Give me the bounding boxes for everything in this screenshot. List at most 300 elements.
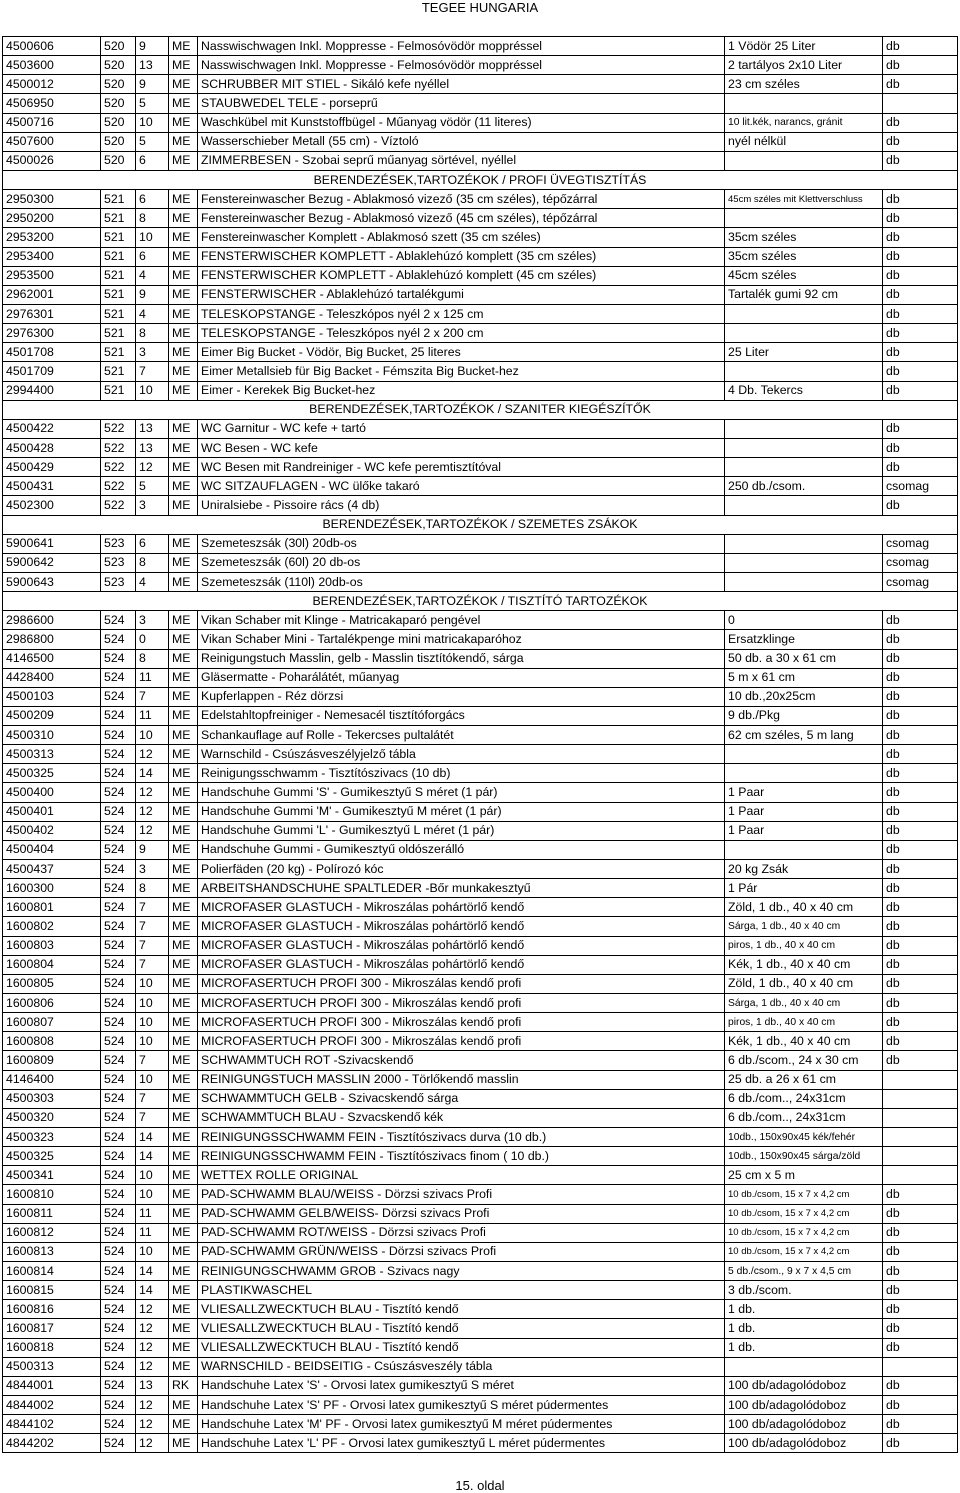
unit-of-sale-cell: db	[883, 75, 958, 94]
quantity-cell: 10	[136, 1166, 169, 1185]
description-cell: MICROFASER GLASTUCH - Mikroszálas pohártörlő kendő	[198, 955, 725, 974]
item-code-cell: 2953500	[3, 266, 101, 285]
section-title: BERENDEZÉSEK,TARTOZÉKOK / SZANITER KIEGÉSZÍTŐK	[3, 400, 958, 419]
section-title: BERENDEZÉSEK,TARTOZÉKOK / TISZTÍTÓ TARTOZÉKOK	[3, 592, 958, 611]
table-row	[3, 1338, 958, 1357]
packaging-cell	[725, 94, 883, 113]
item-code-cell: 4500209	[3, 706, 101, 725]
description-cell: SCHRUBBER MIT STIEL - Sikáló kefe nyéllel	[198, 75, 725, 94]
unit-cell: ME	[169, 994, 198, 1013]
packaging-cell: 5 db./csom., 9 x 7 x 4,5 cm	[725, 1262, 883, 1281]
unit-cell: ME	[169, 1319, 198, 1338]
group-code-cell: 521	[101, 343, 136, 362]
group-code-cell: 524	[101, 706, 136, 725]
table-row	[3, 553, 958, 572]
table-row	[3, 1395, 958, 1414]
group-code-cell: 520	[101, 94, 136, 113]
section-title: BERENDEZÉSEK,TARTOZÉKOK / PROFI ÜVEGTISZTÍTÁS	[3, 170, 958, 189]
item-code-cell: 4146400	[3, 1070, 101, 1089]
description-cell: PAD-SCHWAMM GRÜN/WEISS - Dörzsi szivacs Profi	[198, 1242, 725, 1261]
group-code-cell: 524	[101, 860, 136, 879]
unit-of-sale-cell: db	[883, 190, 958, 209]
packaging-cell	[725, 496, 883, 515]
quantity-cell: 5	[136, 477, 169, 496]
table-row	[3, 726, 958, 745]
table-row	[3, 783, 958, 802]
description-cell: Kupferlappen - Réz dörzsi	[198, 687, 725, 706]
description-cell: FENSTERWISCHER - Ablaklehúzó tartalékgumi	[198, 285, 725, 304]
packaging-cell	[725, 458, 883, 477]
group-code-cell: 524	[101, 1128, 136, 1147]
quantity-cell: 10	[136, 726, 169, 745]
description-cell: Nasswischwagen Inkl. Moppresse - Felmosóvödör moppréssel	[198, 37, 725, 56]
unit-of-sale-cell: db	[883, 649, 958, 668]
unit-of-sale-cell: db	[883, 1415, 958, 1434]
item-code-cell: 4500431	[3, 477, 101, 496]
quantity-cell: 3	[136, 611, 169, 630]
quantity-cell: 4	[136, 304, 169, 323]
unit-cell: ME	[169, 94, 198, 113]
description-cell: Nasswischwagen Inkl. Moppresse - Felmosóvödör moppréssel	[198, 56, 725, 75]
table-row	[3, 994, 958, 1013]
unit-cell: ME	[169, 1147, 198, 1166]
table-row	[3, 840, 958, 859]
item-code-cell: 4500716	[3, 113, 101, 132]
unit-of-sale-cell: csomag	[883, 553, 958, 572]
description-cell: MICROFASERTUCH PROFI 300 - Mikroszálas kendő profi	[198, 1032, 725, 1051]
table-row	[3, 285, 958, 304]
packaging-cell	[725, 362, 883, 381]
packaging-cell: 1 db.	[725, 1338, 883, 1357]
description-cell: MICROFASER GLASTUCH - Mikroszálas pohártörlő kendő	[198, 898, 725, 917]
unit-of-sale-cell: db	[883, 611, 958, 630]
unit-cell: ME	[169, 783, 198, 802]
quantity-cell: 7	[136, 362, 169, 381]
group-code-cell: 524	[101, 1166, 136, 1185]
description-cell: FENSTERWISCHER KOMPLETT - Ablaklehúzó komplett (35 cm széles)	[198, 247, 725, 266]
unit-of-sale-cell: csomag	[883, 534, 958, 553]
description-cell: WETTEX ROLLE ORIGINAL	[198, 1166, 725, 1185]
quantity-cell: 12	[136, 1357, 169, 1376]
quantity-cell: 13	[136, 438, 169, 457]
packaging-cell: 35cm széles	[725, 247, 883, 266]
group-code-cell: 521	[101, 228, 136, 247]
item-code-cell: 2986800	[3, 630, 101, 649]
group-code-cell: 522	[101, 477, 136, 496]
item-code-cell: 1600816	[3, 1300, 101, 1319]
item-code-cell: 4503600	[3, 56, 101, 75]
item-code-cell: 1600812	[3, 1223, 101, 1242]
packaging-cell: 1 db.	[725, 1300, 883, 1319]
quantity-cell: 10	[136, 228, 169, 247]
unit-of-sale-cell: db	[883, 381, 958, 400]
description-cell: Eimer Big Bucket - Vödör, Big Bucket, 25 literes	[198, 343, 725, 362]
quantity-cell: 9	[136, 285, 169, 304]
unit-of-sale-cell: db	[883, 687, 958, 706]
description-cell: Handschuhe Latex 'M' PF - Orvosi latex gumikesztyű M méret púdermentes	[198, 1415, 725, 1434]
unit-cell: ME	[169, 1300, 198, 1319]
description-cell: Handschuhe Latex 'S' PF - Orvosi latex gumikesztyű S méret púdermentes	[198, 1395, 725, 1414]
table-row	[3, 343, 958, 362]
unit-cell: ME	[169, 1434, 198, 1453]
table-row	[3, 1223, 958, 1242]
item-code-cell: 4500313	[3, 745, 101, 764]
description-cell: Handschuhe Latex 'L' PF - Orvosi latex gumikesztyű L méret púdermentes	[198, 1434, 725, 1453]
unit-cell: ME	[169, 1223, 198, 1242]
packaging-cell: 0	[725, 611, 883, 630]
unit-cell: ME	[169, 1185, 198, 1204]
item-code-cell: 4844001	[3, 1376, 101, 1395]
group-code-cell: 522	[101, 458, 136, 477]
packaging-cell	[725, 324, 883, 343]
table-row	[3, 630, 958, 649]
quantity-cell: 0	[136, 630, 169, 649]
item-code-cell: 1600813	[3, 1242, 101, 1261]
quantity-cell: 9	[136, 37, 169, 56]
unit-of-sale-cell: db	[883, 496, 958, 515]
quantity-cell: 7	[136, 898, 169, 917]
quantity-cell: 9	[136, 75, 169, 94]
unit-cell: ME	[169, 860, 198, 879]
table-row	[3, 1434, 958, 1453]
quantity-cell: 12	[136, 1300, 169, 1319]
quantity-cell: 10	[136, 974, 169, 993]
item-code-cell: 4146500	[3, 649, 101, 668]
packaging-cell: 10 lit.kék, narancs, gránit	[725, 113, 883, 132]
group-code-cell: 520	[101, 113, 136, 132]
unit-cell: ME	[169, 343, 198, 362]
unit-cell: ME	[169, 324, 198, 343]
description-cell: MICROFASERTUCH PROFI 300 - Mikroszálas kendő profi	[198, 1013, 725, 1032]
packaging-cell: 25 db. a 26 x 61 cm	[725, 1070, 883, 1089]
description-cell: Vikan Schaber mit Klinge - Matricakaparó pengével	[198, 611, 725, 630]
item-code-cell: 4500325	[3, 1147, 101, 1166]
unit-of-sale-cell: db	[883, 438, 958, 457]
item-code-cell: 1600811	[3, 1204, 101, 1223]
unit-of-sale-cell: db	[883, 1204, 958, 1223]
packaging-cell: 1 Paar	[725, 783, 883, 802]
quantity-cell: 12	[136, 745, 169, 764]
quantity-cell: 14	[136, 1281, 169, 1300]
unit-of-sale-cell: db	[883, 630, 958, 649]
quantity-cell: 7	[136, 1051, 169, 1070]
unit-cell: ME	[169, 1070, 198, 1089]
group-code-cell: 524	[101, 955, 136, 974]
unit-of-sale-cell: db	[883, 994, 958, 1013]
unit-of-sale-cell: db	[883, 285, 958, 304]
section-title: BERENDEZÉSEK,TARTOZÉKOK / SZEMETES ZSÁKOK	[3, 515, 958, 534]
packaging-cell: 1 Paar	[725, 821, 883, 840]
table-row	[3, 496, 958, 515]
item-code-cell: 4500606	[3, 37, 101, 56]
packaging-cell	[725, 209, 883, 228]
unit-cell: ME	[169, 1013, 198, 1032]
group-code-cell: 524	[101, 687, 136, 706]
unit-of-sale-cell	[883, 94, 958, 113]
quantity-cell: 4	[136, 266, 169, 285]
group-code-cell: 520	[101, 75, 136, 94]
unit-cell: ME	[169, 37, 198, 56]
unit-of-sale-cell: db	[883, 726, 958, 745]
quantity-cell: 12	[136, 1434, 169, 1453]
item-code-cell: 4500012	[3, 75, 101, 94]
table-row	[3, 821, 958, 840]
unit-of-sale-cell: csomag	[883, 477, 958, 496]
item-code-cell: 4502300	[3, 496, 101, 515]
item-code-cell: 4500401	[3, 802, 101, 821]
group-code-cell: 521	[101, 209, 136, 228]
quantity-cell: 8	[136, 209, 169, 228]
table-row	[3, 1415, 958, 1434]
packaging-cell: 6 db./scom., 24 x 30 cm	[725, 1051, 883, 1070]
unit-of-sale-cell: db	[883, 1376, 958, 1395]
table-row	[3, 362, 958, 381]
table-row	[3, 1128, 958, 1147]
group-code-cell: 524	[101, 1376, 136, 1395]
unit-cell: ME	[169, 1242, 198, 1261]
packaging-cell	[725, 534, 883, 553]
item-code-cell: 5900641	[3, 534, 101, 553]
group-code-cell: 524	[101, 879, 136, 898]
unit-of-sale-cell: db	[883, 1395, 958, 1414]
item-code-cell: 4500325	[3, 764, 101, 783]
unit-cell: ME	[169, 649, 198, 668]
section-header-row	[3, 170, 958, 189]
unit-of-sale-cell: db	[883, 917, 958, 936]
table-row	[3, 917, 958, 936]
group-code-cell: 524	[101, 1395, 136, 1414]
group-code-cell: 524	[101, 1070, 136, 1089]
table-row	[3, 879, 958, 898]
table-row	[3, 1376, 958, 1395]
quantity-cell: 6	[136, 151, 169, 170]
unit-cell: ME	[169, 534, 198, 553]
packaging-cell: 4 Db. Tekercs	[725, 381, 883, 400]
unit-cell: ME	[169, 764, 198, 783]
group-code-cell: 523	[101, 534, 136, 553]
packaging-cell: 23 cm széles	[725, 75, 883, 94]
unit-of-sale-cell: db	[883, 706, 958, 725]
group-code-cell: 524	[101, 1319, 136, 1338]
quantity-cell: 12	[136, 1338, 169, 1357]
description-cell: MICROFASER GLASTUCH - Mikroszálas pohártörlő kendő	[198, 936, 725, 955]
unit-of-sale-cell	[883, 1357, 958, 1376]
unit-cell: ME	[169, 1108, 198, 1127]
quantity-cell: 8	[136, 649, 169, 668]
group-code-cell: 524	[101, 783, 136, 802]
item-code-cell: 4500323	[3, 1128, 101, 1147]
quantity-cell: 10	[136, 113, 169, 132]
item-code-cell: 2986600	[3, 611, 101, 630]
group-code-cell: 524	[101, 1051, 136, 1070]
quantity-cell: 13	[136, 56, 169, 75]
unit-of-sale-cell: db	[883, 37, 958, 56]
table-row	[3, 1357, 958, 1376]
quantity-cell: 8	[136, 879, 169, 898]
packaging-cell	[725, 764, 883, 783]
unit-cell: ME	[169, 879, 198, 898]
page-header: TEGEE HUNGARIA	[421, 0, 539, 15]
group-code-cell: 524	[101, 1242, 136, 1261]
description-cell: Fenstereinwascher Bezug - Ablakmosó vizező (45 cm széles), tépőzárral	[198, 209, 725, 228]
quantity-cell: 6	[136, 247, 169, 266]
group-code-cell: 524	[101, 1434, 136, 1453]
group-code-cell: 524	[101, 1204, 136, 1223]
description-cell: Wasserschieber Metall (55 cm) - Víztoló	[198, 132, 725, 151]
group-code-cell: 524	[101, 611, 136, 630]
table-row	[3, 1300, 958, 1319]
unit-of-sale-cell: db	[883, 745, 958, 764]
packaging-cell: Kék, 1 db., 40 x 40 cm	[725, 1032, 883, 1051]
table-row	[3, 1204, 958, 1223]
item-code-cell: 1600808	[3, 1032, 101, 1051]
packaging-cell: 100 db/adagolódoboz	[725, 1376, 883, 1395]
unit-cell: ME	[169, 1281, 198, 1300]
item-code-cell: 4500313	[3, 1357, 101, 1376]
description-cell: Vikan Schaber Mini - Tartalékpenge mini matricakaparóhoz	[198, 630, 725, 649]
unit-of-sale-cell: db	[883, 324, 958, 343]
item-code-cell: 2953200	[3, 228, 101, 247]
table-row	[3, 572, 958, 591]
item-code-cell: 1600300	[3, 879, 101, 898]
unit-cell: ME	[169, 917, 198, 936]
unit-cell: ME	[169, 113, 198, 132]
unit-cell: ME	[169, 151, 198, 170]
description-cell: WC Besen mit Randreiniger - WC kefe peremtisztítóval	[198, 458, 725, 477]
unit-of-sale-cell: db	[883, 266, 958, 285]
item-code-cell: 1600815	[3, 1281, 101, 1300]
description-cell: Szemeteszsák (30l) 20db-os	[198, 534, 725, 553]
packaging-cell: 20 kg Zsák	[725, 860, 883, 879]
item-code-cell: 1600802	[3, 917, 101, 936]
group-code-cell: 524	[101, 1300, 136, 1319]
unit-cell: ME	[169, 668, 198, 687]
product-table	[2, 36, 958, 1453]
table-row	[3, 266, 958, 285]
unit-cell: ME	[169, 1204, 198, 1223]
table-row	[3, 649, 958, 668]
group-code-cell: 521	[101, 247, 136, 266]
unit-cell: RK	[169, 1376, 198, 1395]
unit-cell: ME	[169, 974, 198, 993]
unit-cell: ME	[169, 419, 198, 438]
quantity-cell: 12	[136, 1415, 169, 1434]
packaging-cell	[725, 572, 883, 591]
group-code-cell: 524	[101, 802, 136, 821]
item-code-cell: 1600810	[3, 1185, 101, 1204]
unit-of-sale-cell: db	[883, 247, 958, 266]
description-cell: WC Besen - WC kefe	[198, 438, 725, 457]
packaging-cell: 6 db./com.., 24x31cm	[725, 1089, 883, 1108]
table-row	[3, 1147, 958, 1166]
packaging-cell: 100 db/adagolódoboz	[725, 1434, 883, 1453]
group-code-cell: 521	[101, 362, 136, 381]
packaging-cell: Ersatzklinge	[725, 630, 883, 649]
item-code-cell: 1600804	[3, 955, 101, 974]
group-code-cell: 524	[101, 726, 136, 745]
item-code-cell: 4501708	[3, 343, 101, 362]
packaging-cell: 10 db./csom, 15 x 7 x 4,2 cm	[725, 1204, 883, 1223]
description-cell: REINIGUNGSSCHWAMM FEIN - Tisztítószivacs finom ( 10 db.)	[198, 1147, 725, 1166]
packaging-cell: Sárga, 1 db., 40 x 40 cm	[725, 917, 883, 936]
table-row	[3, 247, 958, 266]
packaging-cell: 10 db./csom, 15 x 7 x 4,2 cm	[725, 1242, 883, 1261]
description-cell: Schankauflage auf Rolle - Tekercses pultalátét	[198, 726, 725, 745]
unit-cell: ME	[169, 955, 198, 974]
packaging-cell: 1 Paar	[725, 802, 883, 821]
table-row	[3, 477, 958, 496]
unit-of-sale-cell	[883, 1089, 958, 1108]
description-cell: MICROFASERTUCH PROFI 300 - Mikroszálas kendő profi	[198, 994, 725, 1013]
unit-of-sale-cell: db	[883, 821, 958, 840]
item-code-cell: 4501709	[3, 362, 101, 381]
unit-of-sale-cell: db	[883, 1338, 958, 1357]
group-code-cell: 522	[101, 419, 136, 438]
unit-cell: ME	[169, 190, 198, 209]
packaging-cell: 3 db./scom.	[725, 1281, 883, 1300]
description-cell: Eimer Metallsieb für Big Backet - Fémszita Big Bucket-hez	[198, 362, 725, 381]
unit-of-sale-cell: db	[883, 343, 958, 362]
quantity-cell: 14	[136, 1147, 169, 1166]
group-code-cell: 524	[101, 764, 136, 783]
description-cell: PAD-SCHWAMM GELB/WEISS- Dörzsi szivacs Profi	[198, 1204, 725, 1223]
group-code-cell: 524	[101, 1147, 136, 1166]
description-cell: Fenstereinwascher Komplett - Ablakmosó szett (35 cm széles)	[198, 228, 725, 247]
unit-cell: ME	[169, 1032, 198, 1051]
group-code-cell: 524	[101, 821, 136, 840]
quantity-cell: 10	[136, 994, 169, 1013]
group-code-cell: 521	[101, 190, 136, 209]
quantity-cell: 8	[136, 553, 169, 572]
table-row	[3, 1242, 958, 1261]
item-code-cell: 4500310	[3, 726, 101, 745]
group-code-cell: 521	[101, 324, 136, 343]
group-code-cell: 524	[101, 1357, 136, 1376]
description-cell: REINIGUNGSTUCH MASSLIN 2000 - Törlőkendő masslin	[198, 1070, 725, 1089]
item-code-cell: 2994400	[3, 381, 101, 400]
table-row	[3, 304, 958, 323]
description-cell: Polierfäden (20 kg) - Polírozó kóc	[198, 860, 725, 879]
packaging-cell: Kék, 1 db., 40 x 40 cm	[725, 955, 883, 974]
unit-cell: ME	[169, 611, 198, 630]
unit-cell: ME	[169, 898, 198, 917]
item-code-cell: 4500429	[3, 458, 101, 477]
item-code-cell: 4500422	[3, 419, 101, 438]
unit-of-sale-cell: csomag	[883, 572, 958, 591]
group-code-cell: 522	[101, 438, 136, 457]
description-cell: PAD-SCHWAMM ROT/WEISS - Dörzsi szivacs Profi	[198, 1223, 725, 1242]
table-row	[3, 706, 958, 725]
packaging-cell: 10 db.,20x25cm	[725, 687, 883, 706]
quantity-cell: 8	[136, 324, 169, 343]
unit-of-sale-cell	[883, 1108, 958, 1127]
group-code-cell: 524	[101, 936, 136, 955]
unit-cell: ME	[169, 1051, 198, 1070]
description-cell: Uniralsiebe - Pissoire rács (4 db)	[198, 496, 725, 515]
packaging-cell	[725, 419, 883, 438]
group-code-cell: 524	[101, 1223, 136, 1242]
description-cell: SCHWAMMTUCH GELB - Szivacskendő sárga	[198, 1089, 725, 1108]
packaging-cell	[725, 1357, 883, 1376]
group-code-cell: 524	[101, 649, 136, 668]
quantity-cell: 4	[136, 572, 169, 591]
unit-cell: ME	[169, 381, 198, 400]
description-cell: Handschuhe Gummi - Gumikesztyű oldószerálló	[198, 840, 725, 859]
table-row	[3, 419, 958, 438]
unit-cell: ME	[169, 477, 198, 496]
table-row	[3, 151, 958, 170]
item-code-cell: 2976301	[3, 304, 101, 323]
